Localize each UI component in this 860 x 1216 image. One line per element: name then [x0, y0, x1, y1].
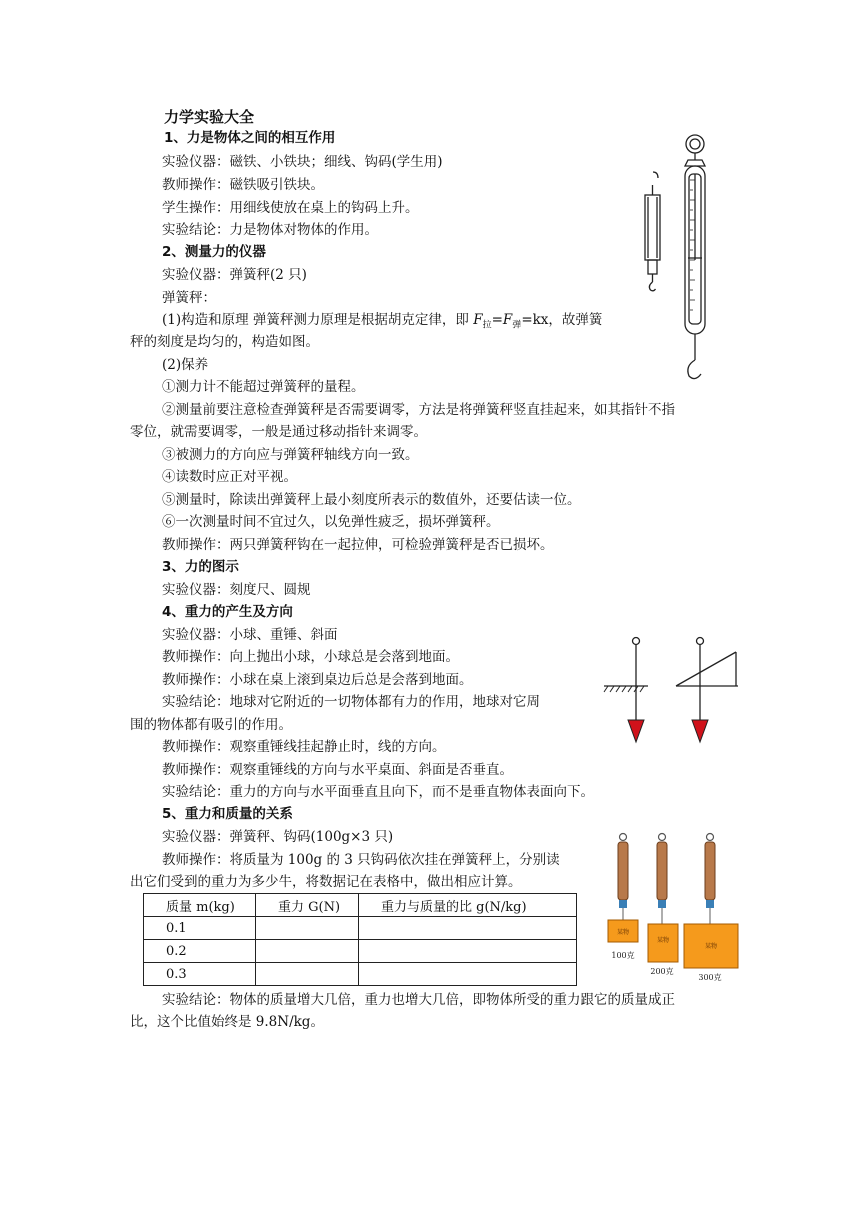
- s2-rule-5: ⑤测量时，除读出弹簧秤上最小刻度所表示的数值外，还要估读一位。: [162, 492, 581, 508]
- formula-sub-la: 拉: [482, 320, 492, 331]
- s2-label: 弹簧秤：: [162, 290, 216, 306]
- section-5-heading: 5、重力和质量的关系: [162, 806, 293, 822]
- s4-teacher-2: 教师操作：小球在桌上滚到桌边后总是会落到地面。: [162, 672, 473, 688]
- plumb-bob-left: [628, 720, 644, 742]
- s2-rule-3: ③被测力的方向应与弹簧秤轴线方向一致。: [162, 447, 419, 463]
- plumb-line-figure: [600, 630, 745, 750]
- table-cell: 0.1: [144, 917, 256, 940]
- plumb-bob-right: [692, 720, 708, 742]
- table-header-cell: 质量 m(kg): [144, 894, 256, 917]
- table-cell: 0.3: [144, 963, 256, 986]
- section-4-heading: 4、重力的产生及方向: [162, 604, 293, 620]
- s5-conclusion: 实验结论：物体的质量增大几倍，重力也增大几倍，即物体所受的重力跟它的质量成正: [162, 992, 675, 1008]
- mass-label-100: 100克: [611, 951, 635, 960]
- s2-rule-1: ①测力计不能超过弹簧秤的量程。: [162, 379, 365, 395]
- scale-100g: [608, 834, 638, 961]
- s2-rule-2-cont: 零位，就需要调零，一般是通过移动指针来调零。: [130, 424, 427, 440]
- s2-rule-2: ②测量前要注意检查弹簧秤是否需要调零，方法是将弹簧秤竖直挂起来，如其指针不指: [162, 402, 675, 418]
- scale-200g: [648, 834, 678, 977]
- mass-label-200: 200克: [650, 967, 674, 976]
- s5-teacher-1-cont: 出它们受到的重力为多少牛，将数据记在表格中，做出相应计算。: [130, 874, 522, 890]
- s5-conclusion-cont: 比，这个比值始终是 9.8N/kg。: [130, 1014, 324, 1030]
- table-row: [144, 917, 577, 940]
- formula-sub-tan: 弹: [512, 320, 522, 331]
- small-spring-scale: [645, 172, 660, 291]
- table-header-cell: 重力与质量的比 g(N/kg): [359, 894, 577, 917]
- s2-construction-cont: 秤的刻度是均匀的，构造如图。: [130, 334, 319, 350]
- s2-rule-6: ⑥一次测量时间不宜过久，以免弹性疲乏，损坏弹簧秤。: [162, 514, 500, 530]
- table-cell: [359, 917, 577, 940]
- s2-teacher: 教师操作：两只弹簧秤钩在一起拉伸，可检验弹簧秤是否已损坏。: [162, 537, 554, 553]
- table-row: [144, 963, 577, 986]
- large-spring-scale: [685, 135, 705, 379]
- table-cell: [256, 963, 359, 986]
- box-label: 某物: [616, 929, 630, 936]
- spring-scale-figure: [636, 130, 726, 385]
- s5-teacher-1: 教师操作：将质量为 100g 的 3 只钩码依次挂在弹簧秤上，分别读: [162, 852, 560, 868]
- section-3-heading: 3、力的图示: [162, 559, 239, 575]
- table-header-row: [144, 894, 577, 917]
- s2-rule-4: ④读数时应正对平视。: [162, 469, 297, 485]
- box-label: 某物: [704, 943, 718, 950]
- table-cell: [256, 917, 359, 940]
- table-header-cell: 重力 G(N): [256, 894, 359, 917]
- s5-equipment: 实验仪器：弹簧秤、钩码(100g×3 只): [162, 829, 394, 845]
- formula-f1: F: [473, 312, 483, 328]
- table-cell: 0.2: [144, 940, 256, 963]
- scale-ticks: [690, 180, 695, 310]
- s4-conclusion-1: 实验结论：地球对它附近的一切物体都有力的作用，地球对它周: [162, 694, 540, 710]
- table-cell: [359, 940, 577, 963]
- s1-conclusion: 实验结论：力是物体对物体的作用。: [162, 222, 378, 238]
- s3-equipment: 实验仪器：刻度尺、圆规: [162, 582, 311, 598]
- s4-equipment: 实验仪器：小球、重锤、斜面: [162, 627, 338, 643]
- data-table: [143, 893, 577, 986]
- s2-maintenance: (2)保养: [162, 357, 209, 373]
- formula-f2: F: [502, 312, 513, 328]
- table-row: [144, 940, 577, 963]
- s1-equipment: 实验仪器：磁铁、小铁块；细线、钩码(学生用): [162, 154, 443, 170]
- s4-teacher-3: 教师操作：观察重锤线挂起静止时，线的方向。: [162, 739, 446, 755]
- box-label: 某物: [656, 937, 670, 944]
- hooked-mass-figure: [600, 832, 750, 984]
- formula-eq: =: [491, 312, 503, 328]
- s4-teacher-1: 教师操作：向上抛出小球，小球总是会落到地面。: [162, 649, 459, 665]
- s1-teacher: 教师操作：磁铁吸引铁块。: [162, 177, 324, 193]
- table-cell: [359, 963, 577, 986]
- s4-teacher-4: 教师操作：观察重锤线的方向与水平桌面、斜面是否垂直。: [162, 762, 513, 778]
- s2-construction-text: (1)构造和原理 弹簧秤测力原理是根据胡克定律，即: [162, 312, 474, 328]
- section-1-heading: 1、力是物体之间的相互作用: [164, 130, 336, 146]
- table-cell: [256, 940, 359, 963]
- scale-300g: [684, 834, 738, 983]
- mass-label-300: 300克: [698, 973, 722, 982]
- s2-construction-text-2: =kx，故弹簧: [521, 312, 603, 328]
- section-2-heading: 2、测量力的仪器: [162, 244, 266, 260]
- s2-equipment: 实验仪器：弹簧秤(2 只): [162, 267, 307, 283]
- s4-conclusion-2: 实验结论：重力的方向与水平面垂直且向下，而不是垂直物体表面向下。: [162, 784, 594, 800]
- s4-conclusion-1-cont: 围的物体都有吸引的作用。: [130, 717, 292, 733]
- page-title: 力学实验大全: [164, 108, 255, 126]
- s1-student: 学生操作：用细线使放在桌上的钩码上升。: [162, 200, 419, 216]
